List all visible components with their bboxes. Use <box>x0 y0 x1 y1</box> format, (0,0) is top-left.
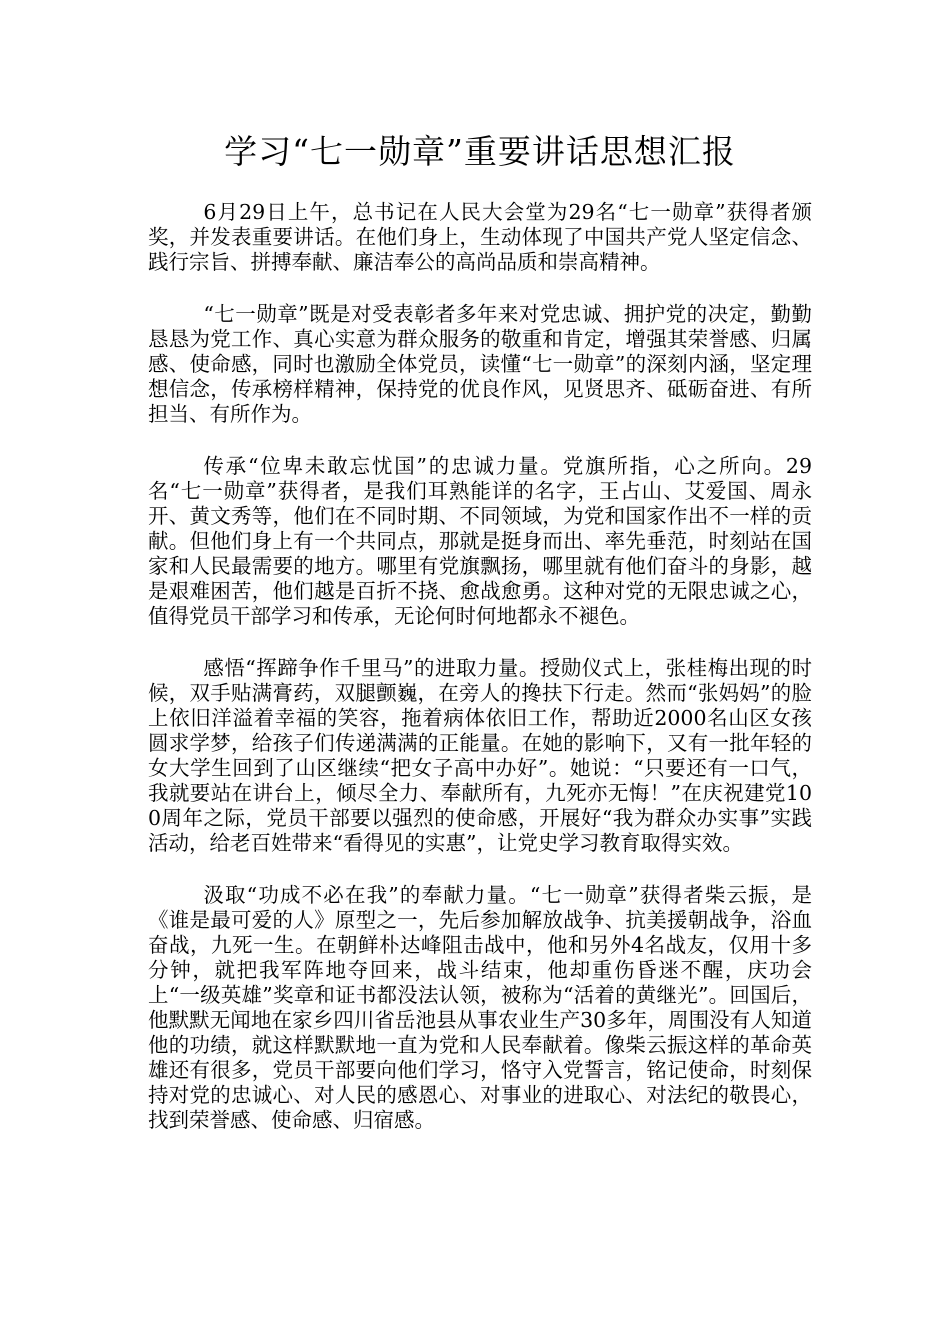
paragraph-intro: 6月29日上午，总书记在人民大会堂为29名“七一勋章”获得者颁奖，并发表重要讲话。在他们身上，生动体现了中国共产党人坚定信念、践行宗旨、拼搏奉献、廉洁奉公的高尚品质和崇高精神。 <box>148 200 812 274</box>
paragraph-progress: 感悟“挥蹄争作千里马”的进取力量。授勋仪式上，张桂梅出现的时候，双手贴满膏药，双腿颤巍，在旁人的搀扶下行走。然而“张妈妈”的脸上依旧洋溢着幸福的笑容，拖着病体依旧工作，帮助近2000名山区女孩圆求学梦，给孩子们传递满满的正能量。在她的影响下，又有一批年轻的女大学生回到了山区继续“把女子高中办好”。她说：“只要还有一口气，我就要站在讲台上，倾尽全力、奉献所有，九死亦无悔！”在庆祝建党100周年之际，党员干部要以强烈的使命感，开展好“我为群众办实事”实践活动，给老百姓带来“看得见的实惠”，让党史学习教育取得实效。 <box>148 656 812 855</box>
paragraph-loyalty: 传承“位卑未敢忘忧国”的忠诚力量。党旗所指，心之所向。29名“七一勋章”获得者，是我们耳熟能详的名字，王占山、艾爱国、周永开、黄文秀等，他们在不同时期、不同领域，为党和国家作出不一样的贡献。但他们身上有一个共同点，那就是挺身而出、率先垂范，时刻站在国家和人民最需要的地方。哪里有党旗飘扬，哪里就有他们奋斗的身影，越是艰难困苦，他们越是百折不挠、愈战愈勇。这种对党的无限忠诚之心，值得党员干部学习和传承，无论何时何地都永不褪色。 <box>148 454 812 628</box>
document-title: 学习“七一勋章”重要讲话思想汇报 <box>224 132 736 171</box>
paragraph-medal-meaning: “七一勋章”既是对受表彰者多年来对党忠诚、拥护党的决定，勤勤恳恳为党工作、真心实意为群众服务的敬重和肯定，增强其荣誉感、归属感、使命感，同时也激励全体党员，读懂“七一勋章”的深刻内涵，坚定理想信念，传承榜样精神，保持党的优良作风，见贤思齐、砥砺奋进、有所担当、有所作为。 <box>148 302 812 426</box>
paragraph-dedication: 汲取“功成不必在我”的奉献力量。“七一勋章”获得者柴云振，是《谁是最可爱的人》原型之一，先后参加解放战争、抗美援朝战争，浴血奋战，九死一生。在朝鲜朴达峰阻击战中，他和另外4名战友，仅用十多分钟，就把我军阵地夺回来，战斗结束，他却重伤昏迷不醒，庆功会上“一级英雄”奖章和证书都没法认领，被称为“活着的黄继光”。回国后，他默默无闻地在家乡四川省岳池县从事农业生产30多年，周围没有人知道他的功绩，就这样默默地一直为党和人民奉献着。像柴云振这样的革命英雄还有很多，党员干部要向他们学习，恪守入党誓言，铭记使命，时刻保持对党的忠诚心、对人民的感恩心、对事业的进取心、对法纪的敬畏心，找到荣誉感、使命感、归宿感。 <box>148 883 812 1132</box>
